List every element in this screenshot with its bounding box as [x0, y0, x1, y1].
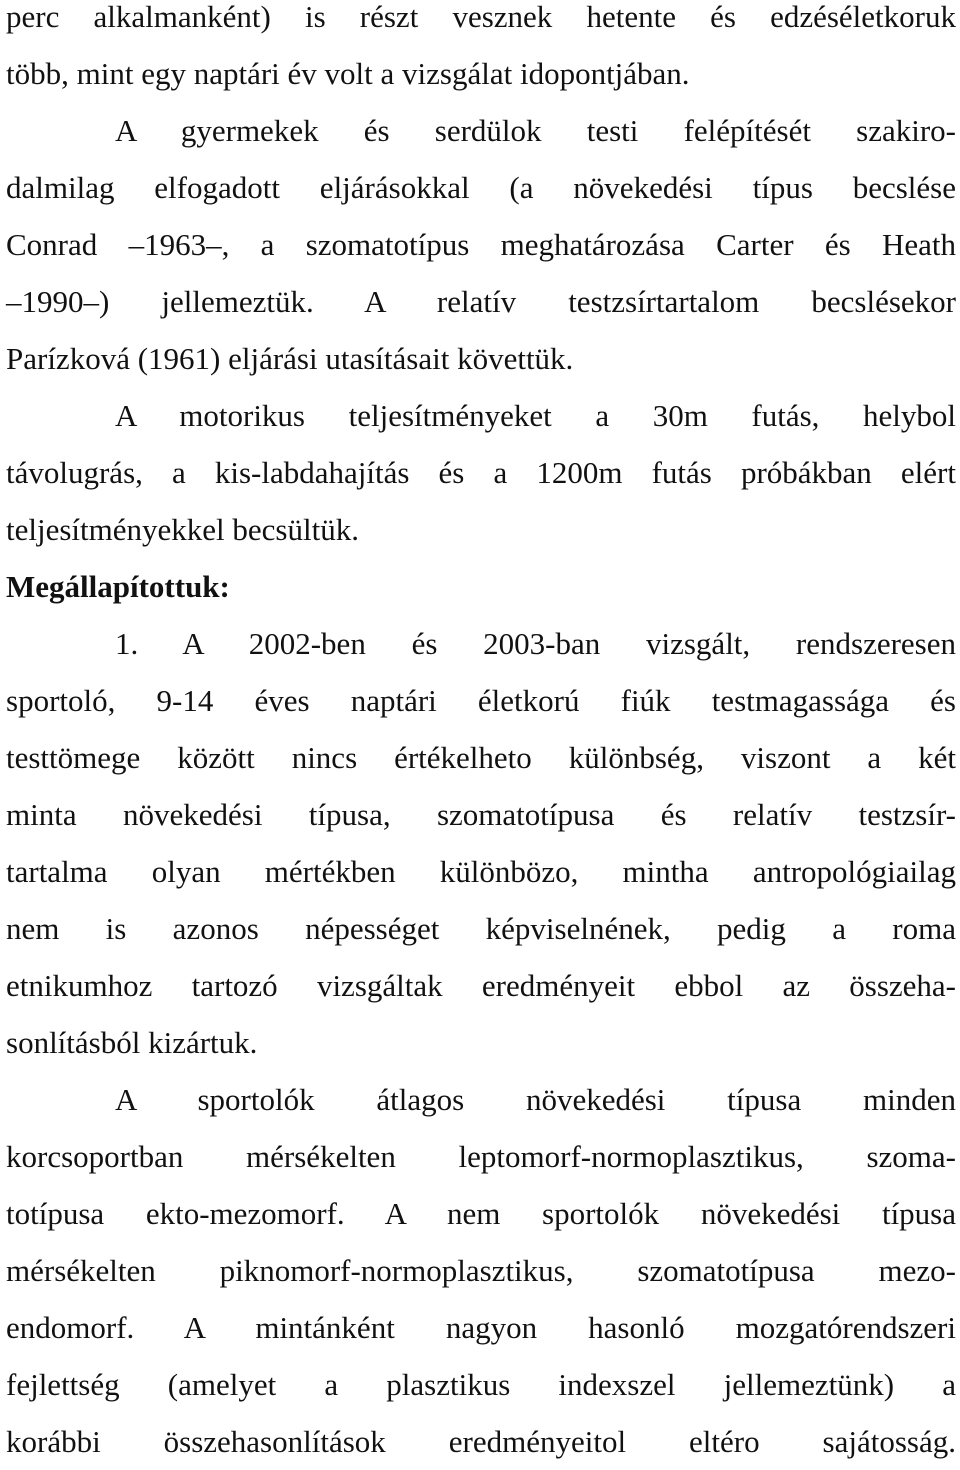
- text-line: távolugrás, a kis-labdahajítás és a 1200m futás próbákban elért: [6, 455, 956, 490]
- text-line: korábbi összehasonlítások eredményeitol eltéro sajátosság.: [6, 1424, 956, 1459]
- text-line: testtömege között nincs értékelheto különbség, viszont a két: [6, 740, 956, 775]
- text-line: több, mint egy naptári év volt a vizsgálat idopontjában.: [6, 56, 690, 91]
- section-heading: Megállapítottuk:: [6, 569, 230, 604]
- paragraph-first-line: A gyermekek és serdülok testi felépítését szakiro-: [115, 113, 956, 148]
- text-line: tartalma olyan mértékben különbözo, mintha antropológiailag: [6, 854, 956, 889]
- text-line: minta növekedési típusa, szomatotípusa és relatív testzsír-: [6, 797, 956, 832]
- text-line: mérsékelten piknomorf-normoplasztikus, szomatotípusa mezo-: [6, 1253, 956, 1288]
- text-line: fejlettség (amelyet a plasztikus indexszel jellemeztünk) a: [6, 1367, 956, 1402]
- text-line: sonlításból kizártuk.: [6, 1025, 258, 1060]
- paragraph-first-line: A motorikus teljesítményeket a 30m futás, helybol: [115, 398, 956, 433]
- text-line: totípusa ekto-mezomorf. A nem sportolók növekedési típusa: [6, 1196, 956, 1231]
- paragraph-first-line: A sportolók átlagos növekedési típusa minden: [115, 1082, 956, 1117]
- text-line: perc alkalmanként) is részt vesznek hetente és edzéséletkoruk: [6, 0, 956, 34]
- text-line: endomorf. A mintánként nagyon hasonló mozgatórendszeri: [6, 1310, 956, 1345]
- text-line: Parízková (1961) eljárási utasításait követtük.: [6, 341, 574, 376]
- paragraph-first-line: 1. A 2002-ben és 2003-ban vizsgált, rendszeresen: [115, 626, 956, 661]
- text-line: teljesítményekkel becsültük.: [6, 512, 359, 547]
- text-line: korcsoportban mérsékelten leptomorf-normoplasztikus, szoma-: [6, 1139, 956, 1174]
- text-line: dalmilag elfogadott eljárásokkal (a növekedési típus becslése: [6, 170, 956, 205]
- text-line: nem is azonos népességet képviselnének, pedig a roma: [6, 911, 956, 946]
- text-line: etnikumhoz tartozó vizsgáltak eredményeit ebbol az összeha-: [6, 968, 956, 1003]
- text-line: sportoló, 9-14 éves naptári életkorú fiúk testmagassága és: [6, 683, 956, 718]
- text-line: Conrad –1963–, a szomatotípus meghatározása Carter és Heath: [6, 227, 956, 262]
- text-line: –1990–) jellemeztük. A relatív testzsírtartalom becslésekor: [6, 284, 956, 319]
